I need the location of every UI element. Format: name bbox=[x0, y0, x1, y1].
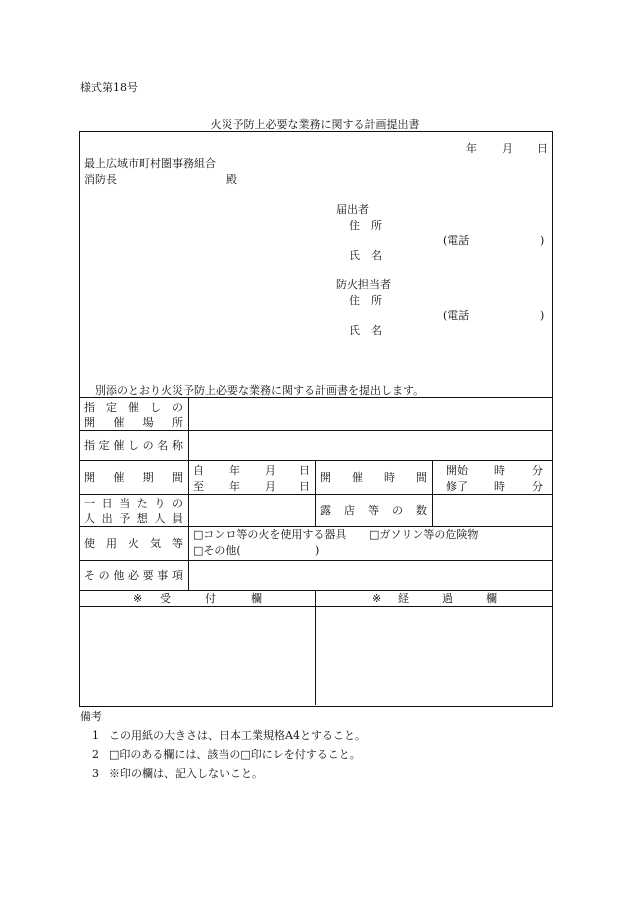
other-label: そ の 他 必 要 事 項 bbox=[84, 569, 183, 582]
fire-officer-address-label: 住 所 bbox=[349, 294, 382, 307]
note-number: 2 bbox=[92, 748, 99, 761]
column-divider bbox=[188, 397, 189, 590]
hours-start: 開始 bbox=[446, 464, 468, 477]
date-year: 年 bbox=[466, 142, 477, 155]
stalls-label: 露 店 等 の 数 bbox=[320, 504, 427, 517]
progress-char: 過 bbox=[442, 592, 453, 605]
period-to-year: 年 bbox=[229, 480, 240, 493]
hours-start-hour: 時 bbox=[494, 464, 505, 477]
notes-heading: 備考 bbox=[80, 710, 102, 723]
fire-use-option-other: □その他( bbox=[193, 544, 241, 557]
attendance-label-line1: 一 日 当 た り の bbox=[84, 497, 183, 510]
progress-char: 欄 bbox=[486, 592, 497, 605]
attendance-label-line2: 人 出 予 想 人 員 bbox=[84, 512, 183, 525]
date-day: 日 bbox=[537, 142, 548, 155]
submitter-heading: 届出者 bbox=[336, 203, 369, 216]
row-divider bbox=[79, 526, 552, 527]
note-text: ※印の欄は、記入しないこと。 bbox=[109, 767, 263, 780]
addressee-chief: 消防長 bbox=[84, 173, 117, 186]
period-label: 開 催 期 間 bbox=[84, 471, 183, 484]
period-to-day: 日 bbox=[299, 480, 310, 493]
event-name-label: 指 定 催 し の 名 称 bbox=[84, 439, 183, 452]
hours-end-hour: 時 bbox=[494, 480, 505, 493]
note-number: 3 bbox=[92, 767, 99, 780]
form-number: 様式第18号 bbox=[80, 81, 138, 94]
fire-officer-heading: 防火担当者 bbox=[336, 278, 391, 291]
column-divider bbox=[432, 460, 433, 526]
period-to: 至 bbox=[193, 480, 204, 493]
form-title: 火災予防上必要な業務に関する計画提出書 bbox=[210, 118, 420, 131]
addressee-org: 最上広域市町村圏事務組合 bbox=[84, 157, 216, 170]
reception-char: 付 bbox=[205, 592, 216, 605]
progress-char: 経 bbox=[398, 592, 409, 605]
statement: 別添のとおり火災予防上必要な業務に関する計画書を提出します。 bbox=[95, 384, 425, 397]
date-month: 月 bbox=[502, 142, 513, 155]
reception-char: 欄 bbox=[251, 592, 262, 605]
fire-officer-phone-close: ) bbox=[540, 309, 545, 322]
hours-end: 修了 bbox=[446, 480, 468, 493]
submitter-address-label: 住 所 bbox=[349, 219, 382, 232]
fire-use-option-stove: □コンロ等の火を使用する器具 bbox=[193, 528, 347, 541]
venue-label-line1: 指 定 催 し の bbox=[84, 401, 183, 414]
hours-start-minute: 分 bbox=[532, 464, 543, 477]
note-text: □印のある欄には、該当の□印にレを付すること。 bbox=[109, 748, 361, 761]
period-to-month: 月 bbox=[265, 480, 276, 493]
period-from-day: 日 bbox=[299, 464, 310, 477]
note-text: この用紙の大きさは、日本工業規格A4とすること。 bbox=[109, 729, 366, 742]
hours-end-minute: 分 bbox=[532, 480, 543, 493]
reception-mark: ※ bbox=[133, 592, 143, 605]
period-from: 自 bbox=[193, 464, 204, 477]
addressee-honorific: 殿 bbox=[226, 173, 237, 186]
note-number: 1 bbox=[92, 729, 99, 742]
fire-officer-name-label: 氏 名 bbox=[349, 324, 382, 337]
hours-label: 開 催 時 間 bbox=[320, 471, 427, 484]
period-from-month: 月 bbox=[265, 464, 276, 477]
submitter-phone-open: (電話 bbox=[443, 234, 470, 247]
submitter-phone-close: ) bbox=[540, 234, 545, 247]
progress-mark: ※ bbox=[372, 592, 382, 605]
period-from-year: 年 bbox=[229, 464, 240, 477]
reception-char: 受 bbox=[160, 592, 171, 605]
row-divider bbox=[79, 430, 552, 431]
row-divider bbox=[79, 560, 552, 561]
fire-officer-phone-open: (電話 bbox=[443, 309, 470, 322]
fire-use-option-other-close: ) bbox=[315, 544, 320, 557]
column-divider bbox=[315, 590, 316, 705]
submitter-name-label: 氏 名 bbox=[349, 249, 382, 262]
fire-use-option-gasoline: □ガソリン等の危険物 bbox=[369, 528, 479, 541]
row-divider bbox=[79, 397, 552, 398]
column-divider bbox=[315, 460, 316, 526]
venue-label-line2: 開 催 場 所 bbox=[84, 416, 183, 429]
fire-use-label: 使 用 火 気 等 bbox=[84, 537, 183, 550]
